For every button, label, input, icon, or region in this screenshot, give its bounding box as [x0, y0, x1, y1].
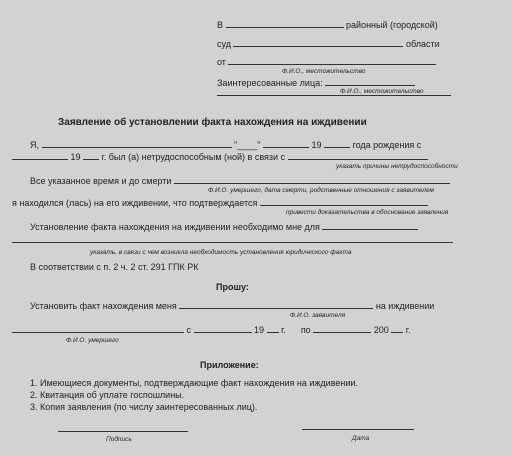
attachment-item-3: 3. Копия заявления (по числу заинтересованных лиц). — [30, 402, 258, 412]
birth-year-blank — [324, 139, 350, 148]
document-title: Заявление об установлении факта нахождения на иждивении — [58, 117, 367, 128]
interested-blank — [325, 77, 415, 86]
to-label: В — [217, 20, 224, 30]
line-unable — [12, 151, 428, 163]
region-label: области — [405, 39, 440, 49]
from-s: с — [186, 325, 192, 335]
need-establish-text: Установление факта нахождения на иждивении необходимо мне для — [30, 222, 320, 232]
court-blank — [226, 19, 344, 28]
unable-year-blank — [83, 151, 99, 160]
signature-label: Подпись — [106, 436, 132, 443]
hint-applicant: Ф.И.О. заявителя — [290, 312, 346, 319]
hint-deceased-short: Ф.И.О. умершего — [66, 337, 119, 344]
court-label: суд — [217, 39, 231, 49]
hint-evidence: привести доказательства в обоснование заявления — [286, 209, 449, 216]
date-label: Дата — [352, 435, 370, 442]
on-dependency-text: на иждивении — [375, 301, 435, 311]
all-time-text: Все указанное время и до смерти — [30, 176, 172, 186]
line-need — [30, 221, 418, 233]
unable-19: 19 — [70, 152, 81, 162]
line-establish — [30, 300, 434, 312]
from-year-blank — [267, 324, 279, 333]
header-court-line — [217, 38, 440, 50]
birth-year-label: года рождения с — [352, 140, 422, 150]
law-reference: В соответствии с п. 2 ч. 2 ст. 291 ГПК РК — [30, 262, 199, 272]
month-blank — [263, 139, 309, 148]
to-po: по — [300, 325, 311, 335]
deceased-name-blank — [12, 324, 184, 333]
name-blank — [42, 139, 232, 148]
purpose-blank — [322, 221, 418, 230]
hint-reasons: указать причины нетрудоспособности — [336, 163, 458, 170]
deceased-blank — [174, 175, 450, 184]
purpose-blank-2 — [12, 242, 453, 243]
header-from-line — [217, 56, 436, 68]
attachments-heading: Приложение: — [200, 360, 259, 370]
hint-deceased: Ф.И.О. умершего, дата смерти, родственные отношения с заявителем — [208, 187, 434, 194]
from-year-19: 19 — [254, 325, 265, 335]
to-year-blank — [391, 324, 403, 333]
i-label: Я, — [30, 140, 39, 150]
region-blank — [233, 38, 403, 47]
hint-purpose: указать, в связи с чем возникла необходимость установления юридического факта — [90, 249, 352, 256]
signature-line — [58, 431, 188, 432]
to-date-blank — [313, 324, 371, 333]
applicant-blank — [228, 56, 436, 65]
interested-hint: Ф.И.О., местожительство — [340, 88, 424, 95]
from-label: от — [217, 57, 226, 67]
interested-label: Заинтересованные лица: — [217, 78, 323, 88]
line-all-time — [30, 175, 450, 187]
establish-text: Установить факт нахождения меня — [30, 301, 177, 311]
applicant-hint: Ф.И.О., местожительство — [282, 68, 366, 75]
birth-19: 19 — [311, 140, 322, 150]
applicant-name-blank — [179, 300, 373, 309]
to-year-200: 200 — [373, 325, 389, 335]
to-year-g: г. — [405, 325, 411, 335]
was-dependent-text: я находился (лась) на его иждивении, что подтверждается — [12, 198, 258, 208]
line-i — [30, 139, 421, 151]
from-year-g: г. — [281, 325, 286, 335]
reason-blank — [288, 151, 428, 160]
attachment-item-2: 2. Квитанция об уплате госпошлины. — [30, 390, 185, 400]
was-unable-text: г. был (а) нетрудоспособным (ной) в связи с — [101, 152, 286, 162]
line-period — [12, 324, 410, 336]
attachment-item-1: 1. Имеющиеся документы, подтверждающие факт нахождения на иждивении. — [30, 378, 358, 388]
line-dependent — [12, 197, 428, 209]
quote-day: "____" — [234, 140, 261, 150]
header-to-line — [217, 19, 438, 31]
request-heading: Прошу: — [216, 282, 249, 292]
district-court-label: районный (городской) — [346, 20, 438, 30]
from-date-blank-2 — [194, 324, 252, 333]
evidence-blank — [260, 197, 428, 206]
date-line — [302, 429, 414, 430]
from-date-blank — [12, 151, 68, 160]
